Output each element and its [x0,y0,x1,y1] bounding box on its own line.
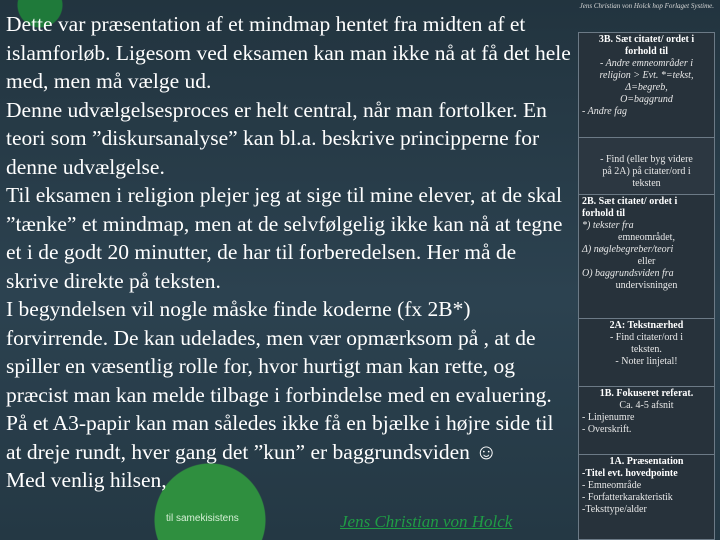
box-line: religion > Evt. *=tekst, [599,70,694,81]
background-fragment: til samekisistens [166,513,239,524]
box-line: - Overskrift. [582,424,632,435]
box-line: Ca. 4-5 afsnit [619,400,674,411]
box-line: - Noter linjetal! [615,356,678,367]
box-title: 2A: Tekstnærhed [609,320,684,331]
box-line: teksten. [631,344,662,355]
box-line: emneområdet, [618,232,675,243]
box-title: 1B. Fokuseret referat. [599,388,694,399]
box-line: O) baggrundsviden fra [582,268,674,279]
box-line: på 2A) på citater/ord i [602,166,691,177]
box-line: -Titel evt. hovedpointe [582,468,678,479]
box-line: teksten [632,178,661,189]
sidebar [578,30,716,540]
box-3b [578,32,715,138]
box-line: - Forfatterkarakteristik [582,492,673,503]
closing: Med venlig hilsen, [6,468,167,492]
box-line: Δ=begreb, [625,82,668,93]
box-line: O=baggrund [620,94,673,105]
paragraph: Denne udvælgelsesproces er helt central, når man fortolker. En teori som ”diskursanalyse” kan bl.a. beskrive principperne for denne udvælgelse. [6,97,547,179]
box-line: - Andre emneområder i [599,58,694,69]
box-line: - Find citater/ord i [609,332,684,343]
main-text [6,10,571,495]
box-2a [578,318,715,390]
box-line: undervisningen [615,280,678,291]
paragraph: I begyndelsen vil nogle måske finde koderne (fx 2B*) forvirrende. De kan udelades, men vær opmærksom på , at de spiller en væsentlig rolle for, hvor hurtigt man kan rette, og præcist man kan melde tilbage i forbindelse med en evaluering. På et A3-papir kan man således ikke få en bjælke i højre side til at dreje rundt, hver gang det ”kun” er baggrundsviden ☺ [6,297,554,464]
box-line: *) tekster fra [582,220,634,231]
box-line: -Teksttype/alder [582,504,647,515]
box-title: 1A. Præsentation [609,456,684,467]
box-line: Δ) nøglebegreber/teori [582,244,674,255]
signature: Jens Christian von Holck [340,512,513,531]
box-title: 3B. Sæt citatet/ ordet i forhold til [598,34,695,57]
paragraph: Til eksamen i religion plejer jeg at sige til mine elever, at de skal ”tænke” et mindmap, men at de selvfølgelig ikke kan nå at tegne et i de godt 20 minutter, de har til forberedelsen. Her må de skrive direkte på teksten. [6,183,563,293]
box-line: - Find (eller byg videre [600,154,693,165]
paragraph: Dette var præsentation af et mindmap hentet fra midten af et islamforløb. Ligesom ved eksamen kan man ikke nå at få det hele med, men må vælge ud. [6,12,571,93]
box-line: - Emneområde [582,480,642,491]
box-line: forhold til [582,208,626,219]
box-line: eller [637,256,656,267]
header-credit: Jens Christian von Holck hop Forlaget Systime. [579,2,714,10]
box-line: - Linjenumre [582,412,635,423]
box-title: 2B. Sæt citatet/ ordet i [582,196,678,207]
box-1a [578,454,715,540]
box-line: - Andre fag [582,106,627,117]
